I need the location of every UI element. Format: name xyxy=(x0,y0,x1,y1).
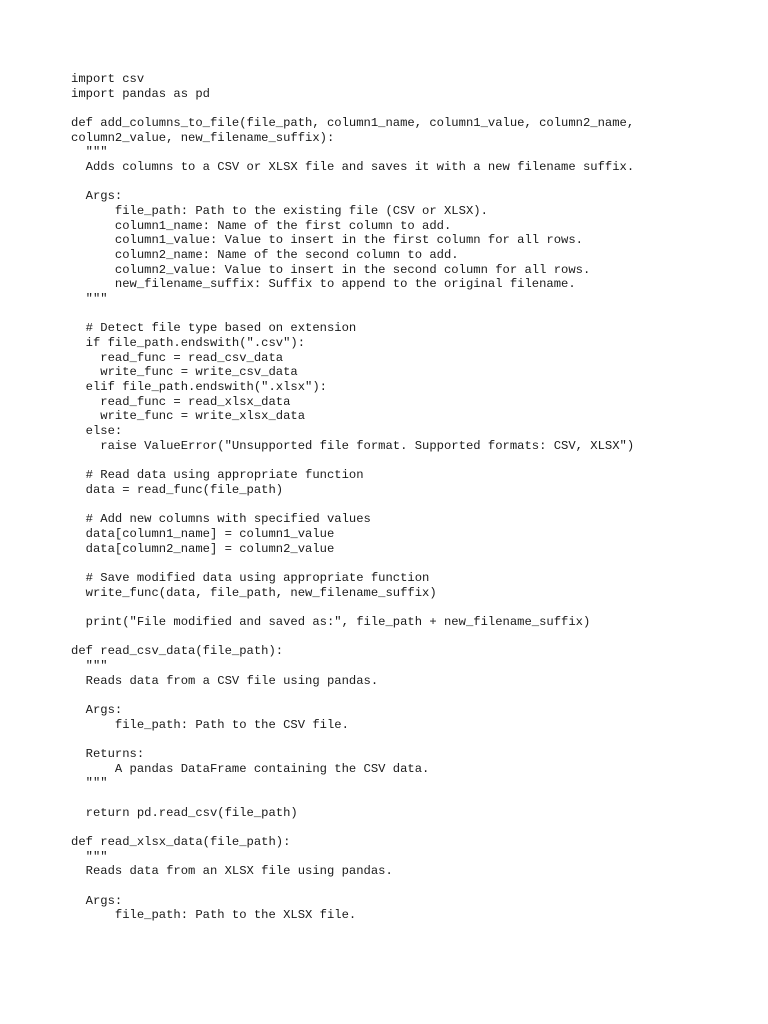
code-line: # Detect file type based on extension xyxy=(71,321,357,336)
code-line xyxy=(71,630,751,645)
code-line: write_func(data, file_path, new_filename_suffix) xyxy=(71,585,437,600)
code-line: column2_name: Name of the second column to add. xyxy=(71,248,459,263)
code-line xyxy=(71,600,751,615)
code-line: read_func = read_xlsx_data xyxy=(71,394,291,409)
code-line: column1_value: Value to insert in the first column for all rows. xyxy=(71,233,583,248)
code-line: Args: xyxy=(71,189,123,204)
code-line xyxy=(71,879,751,894)
code-line: column2_value, new_filename_suffix): xyxy=(71,130,335,145)
code-line xyxy=(71,175,751,190)
code-line: data[column2_name] = column2_value xyxy=(71,541,335,556)
code-line xyxy=(71,307,751,322)
code-line: import csv xyxy=(71,72,145,86)
code-line: write_func = write_xlsx_data xyxy=(71,409,306,424)
code-line xyxy=(71,497,751,512)
code-line: Adds columns to a CSV or XLSX file and saves it with a new filename suffix. xyxy=(71,160,635,175)
code-line: # Add new columns with specified values xyxy=(71,512,371,527)
code-line: Reads data from a CSV file using pandas. xyxy=(71,673,379,688)
code-line: file_path: Path to the existing file (CSV or XLSX). xyxy=(71,204,488,219)
code-line xyxy=(71,820,751,835)
code-line: if file_path.endswith(".csv"): xyxy=(71,336,306,351)
code-line: def read_csv_data(file_path): xyxy=(71,644,284,659)
code-line: new_filename_suffix: Suffix to append to the original filename. xyxy=(71,277,576,292)
code-line xyxy=(71,732,751,747)
code-block xyxy=(71,72,751,923)
code-line: Returns: xyxy=(71,746,145,761)
code-line: elif file_path.endswith(".xlsx"): xyxy=(71,380,327,395)
code-line: Args: xyxy=(71,893,123,908)
code-line xyxy=(71,556,751,571)
code-line: def read_xlsx_data(file_path): xyxy=(71,834,291,849)
code-line xyxy=(71,688,751,703)
code-line: A pandas DataFrame containing the CSV data. xyxy=(71,761,430,776)
code-line: import pandas as pd xyxy=(71,86,210,101)
code-line: read_func = read_csv_data xyxy=(71,350,284,365)
code-line: """ xyxy=(71,849,108,864)
code-line: file_path: Path to the CSV file. xyxy=(71,717,349,732)
code-line: # Save modified data using appropriate function xyxy=(71,570,430,585)
code-line xyxy=(71,101,751,116)
code-line: file_path: Path to the XLSX file. xyxy=(71,908,357,923)
code-line: else: xyxy=(71,424,123,439)
code-line: """ xyxy=(71,145,108,160)
code-line: write_func = write_csv_data xyxy=(71,365,298,380)
code-line xyxy=(71,453,751,468)
code-line: data = read_func(file_path) xyxy=(71,482,284,497)
code-line: Reads data from an XLSX file using pandas. xyxy=(71,864,393,879)
code-line: raise ValueError("Unsupported file format. Supported formats: CSV, XLSX") xyxy=(71,438,635,453)
code-line: """ xyxy=(71,776,108,791)
code-line: Args: xyxy=(71,702,123,717)
code-line: """ xyxy=(71,658,108,673)
code-line: column2_value: Value to insert in the second column for all rows. xyxy=(71,262,591,277)
code-line: column1_name: Name of the first column to add. xyxy=(71,218,452,233)
code-line: print("File modified and saved as:", file_path + new_filename_suffix) xyxy=(71,614,591,629)
code-line xyxy=(71,791,751,806)
code-line: # Read data using appropriate function xyxy=(71,468,364,483)
code-line: data[column1_name] = column1_value xyxy=(71,526,335,541)
code-line: return pd.read_csv(file_path) xyxy=(71,805,298,820)
code-line: def add_columns_to_file(file_path, column1_name, column1_value, column2_name, xyxy=(71,116,635,131)
code-line: """ xyxy=(71,292,108,307)
